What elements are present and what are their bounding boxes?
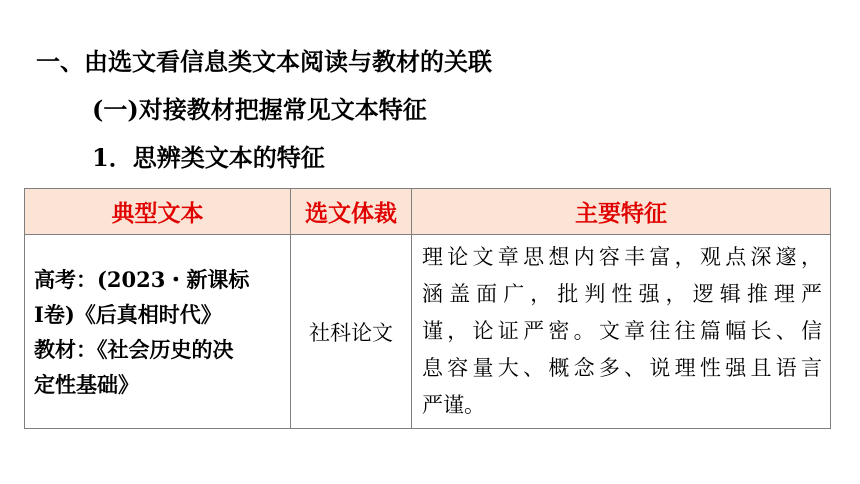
item-heading: 1．思辨类文本的特征 (92, 143, 325, 172)
subsection-heading: (一)对接教材把握常见文本特征 (92, 95, 427, 124)
cell-typical-text (25, 235, 291, 429)
section-heading: 一、由选文看信息类文本阅读与教材的关联 (36, 47, 492, 76)
features-line: 严谨。 (422, 393, 485, 417)
column-header-genre: 选文体裁 (291, 189, 412, 235)
column-header-main-features: 主要特征 (412, 189, 831, 235)
features-line: 谨，论证严密。文章往往篇幅长、信 (422, 319, 822, 343)
typical-text-line: 定性基础》 (34, 371, 139, 397)
features-line: 理论文章思想内容丰富，观点深邃， (422, 245, 822, 269)
table-row (25, 235, 831, 429)
typical-text-line: 高考：(2023・新课标 (34, 266, 250, 292)
features-line: 息容量大、概念多、说理性强且语言 (422, 356, 822, 380)
column-header-typical-text: 典型文本 (25, 189, 291, 235)
features-line: 涵盖面广，批判性强，逻辑推理严 (422, 282, 822, 306)
cell-main-features (412, 235, 831, 429)
text-features-table (24, 188, 831, 429)
table-header-row (25, 189, 831, 235)
typical-text-line: 教材：《社会历史的决 (34, 336, 234, 362)
typical-text-line: Ⅰ卷)《后真相时代》 (34, 301, 222, 327)
cell-genre: 社科论文 (291, 235, 412, 429)
